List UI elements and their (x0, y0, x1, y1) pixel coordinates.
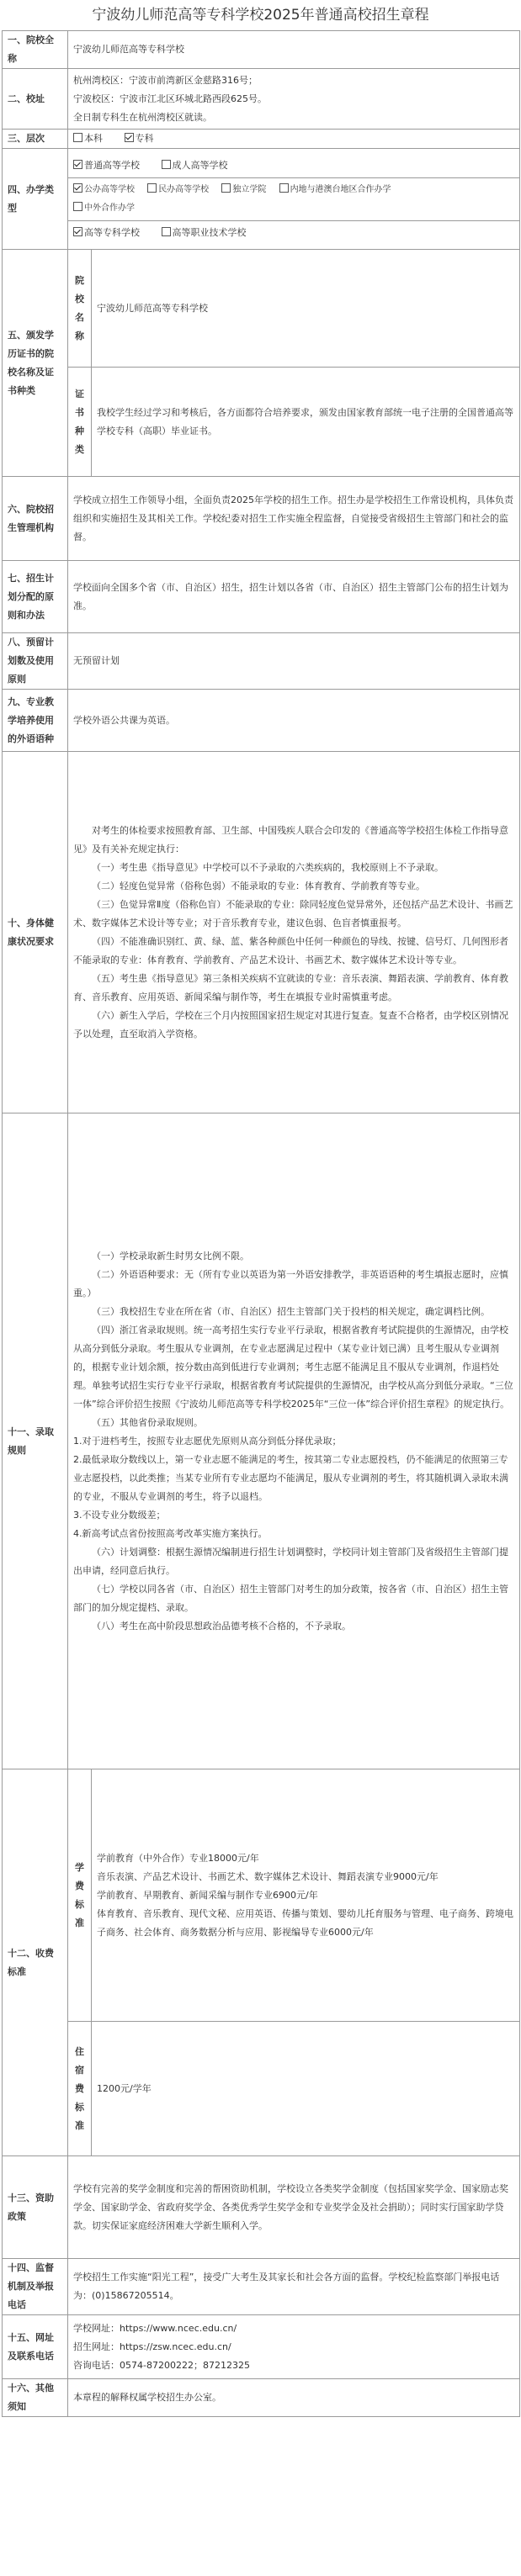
row-school-name (3, 31, 520, 69)
value-health (68, 752, 520, 1113)
option-independent: 独立学院 (221, 181, 266, 199)
row-financial-aid (3, 2156, 520, 2259)
rule-item: （六）计划调整：根据生源情况编制进行招生计划调整时，学校同计划主管部门及省级招生主管部门提出申请，经同意后执行。 (73, 1546, 508, 1576)
label-financial-aid: 十三、资助政策 (3, 2156, 68, 2259)
label-plan-allocation: 七、招生计划分配的原则和办法 (3, 561, 68, 633)
row-foreign-language (3, 690, 520, 752)
value-school-type (68, 149, 520, 250)
label-tuition: 学费标准 (68, 1769, 92, 2022)
page-title: 宁波幼儿师范高等专科学校2025年普通高校招生章程 (92, 7, 429, 24)
rule-item: （二）外语语种要求：无（所有专业以英语为第一外语安排教学，非英语语种的考生填报志愿时，应慎重。） (73, 1268, 508, 1299)
tuition-line: 学前教育（中外合作）专业18000元/年 (97, 1852, 259, 1864)
health-item: （五）考生患《指导意见》第三条相关疾病不宜就读的专业：音乐表演、舞蹈表演、学前教育、体育教育、音乐教育、应用英语、新闻采编与制作等，考生在填报专业时需慎重考虑。 (73, 972, 508, 1002)
label-admission-rules: 十一、录取规则 (3, 1113, 68, 1769)
checkbox-icon (279, 183, 289, 193)
row-reserved-plan (3, 633, 520, 690)
value-reserved-plan: 无预留计划 (68, 633, 520, 690)
row-level (3, 130, 520, 149)
label-address: 二、校址 (3, 69, 68, 130)
row-certificate-type (3, 368, 520, 477)
checkbox-icon (162, 160, 171, 169)
rule-item: （五）其他省份录取规则。 (92, 1416, 203, 1428)
value-address (68, 69, 520, 130)
address-line: 全日制专科生在杭州湾校区就读。 (73, 111, 212, 123)
tuition-line: 音乐表演、产品艺术设计、书画艺术、数字媒体艺术设计、舞蹈表演专业9000元/年 (97, 1870, 439, 1882)
address-line: 宁波校区：宁波市江北区环城北路西段625号。 (73, 93, 267, 104)
rule-item: （八）考生在高中阶段思想政治品德考核不合格的，不予录取。 (92, 1620, 351, 1632)
label-foreign-language: 九、专业教学培养使用的外语语种 (3, 690, 68, 752)
checkbox-icon (221, 183, 231, 193)
row-certificate-issuer (3, 250, 520, 368)
value-supervision: 学校招生工作实施“阳光工程”，接受广大考生及其家长和社会各方面的监督。学校纪检监察部门举报电话为：(0)15867205514。 (68, 2259, 520, 2315)
label-reserved-plan: 八、预留计划数及使用原则 (3, 633, 68, 690)
checkbox-checked-icon (73, 160, 82, 169)
rule-subitem: 2.最低录取分数线以上，第一专业志愿不能满足的考生，按其第二专业志愿投档，仍不能满足的依照第三专业志愿投档，以此类推；当某专业所有专业志愿均不能满足，服从专业调剂的考生，将其随机调入录取未满的专业，不服从专业调剂的考生，将予以退档。 (73, 1453, 508, 1502)
value-foreign-language: 学校外语公共课为英语。 (68, 690, 520, 752)
value-issuer-name: 宁波幼儿师范高等专科学校 (92, 250, 520, 368)
tuition-line: 体育教育、音乐教育、现代文秘、应用英语、传播与策划、婴幼儿托育服务与管理、电子商务、跨境电子商务、社会体育、商务数据分析与应用、影视编导专业6000元/年 (97, 1907, 513, 1938)
school-website-link[interactable]: 学校网址：https://www.ncec.edu.cn/ (73, 2322, 237, 2334)
option-public: 公办高等学校 (73, 181, 135, 199)
value-level (68, 130, 520, 149)
label-health: 十、身体健康状况要求 (3, 752, 68, 1113)
value-admission-office: 学校成立招生工作领导小组，全面负责2025年学校的招生工作。招生办是学校招生工作常设机构，具体负责组织和实施招生及其相关工作。学校纪委对招生工作实施全程监督，自觉接受省级招生主管部门和社会的监督。 (68, 477, 520, 561)
rule-item: （一）学校录取新生时男女比例不限。 (92, 1250, 249, 1262)
label-issuer-name: 院校名称 (68, 250, 92, 368)
rule-item: （三）我校招生专业在所在省（市、自治区）招生主管部门关于投档的相关规定，确定调档比例。 (92, 1305, 490, 1317)
option-junior-college-type: 高等专科学校 (73, 224, 140, 242)
health-item: （四）不能准确识别红、黄、绿、蓝、紫各种颜色中任何一种颜色的导线、按键、信号灯、几何图形者不能录取的专业：体育教育、学前教育、产品艺术设计、书画艺术、数字媒体艺术设计等专业。 (73, 935, 508, 965)
health-item: （三）色觉异常Ⅱ度（俗称色盲）不能录取的专业：除同轻度色觉异常外，还包括产品艺术设计、书画艺术、数字媒体艺术设计等专业；对于音乐教育专业，建议色弱、色盲者慎重报考。 (73, 898, 513, 928)
option-regular-hei: 普通高等学校 (73, 156, 140, 175)
value-contact (68, 2315, 520, 2379)
row-school-type (3, 149, 520, 250)
label-certificate: 五、颁发学历证书的院校名称及证书种类 (3, 250, 68, 477)
value-school-name: 宁波幼儿师范高等专科学校 (68, 31, 520, 69)
option-hk-macao-tw: 内地与港澳台地区合作办学 (279, 181, 391, 199)
label-other-notes: 十六、其他须知 (3, 2379, 68, 2417)
value-other-notes: 本章程的解释权属学校招生办公室。 (68, 2379, 520, 2417)
option-undergraduate: 本科 (73, 130, 103, 148)
option-private: 民办高等学校 (147, 181, 209, 199)
tuition-line: 学前教育、早期教育、新闻采编与制作专业6900元/年 (97, 1889, 318, 1901)
option-adult-hei: 成人高等学校 (162, 156, 228, 175)
health-item: （一）考生患《指导意见》中学校可以不予录取的六类疾病的，我校原则上不予录取。 (92, 861, 444, 873)
row-supervision (3, 2259, 520, 2315)
rule-subitem: 3.不设专业分数级差； (73, 1509, 166, 1521)
checkbox-icon (73, 133, 82, 142)
rule-item: （七）学校以同各省（市、自治区）招生主管部门对考生的加分政策，按各省（市、自治区）招生主管部门的加分规定提档、录取。 (73, 1583, 508, 1613)
label-contact: 十五、网址及联系电话 (3, 2315, 68, 2379)
address-line: 杭州湾校区：宁波市前湾新区金慈路316号； (73, 74, 258, 86)
option-junior-college: 专科 (125, 130, 154, 148)
value-financial-aid: 学校有完善的奖学金制度和完善的帮困资助机制，学校设立各类奖学金制度（包括国家奖学金、国家励志奖学金、国家助学金、省政府奖学金、各类优秀学生奖学金和专业奖学金及社会捐助）；同时实行国家助学贷款。切实保证家庭经济困难大学新生顺利入学。 (68, 2156, 520, 2259)
value-dorm: 1200元/学年 (92, 2022, 520, 2156)
row-dorm (3, 2022, 520, 2156)
option-sino-foreign: 中外合作办学 (73, 199, 135, 218)
checkbox-icon (73, 202, 82, 211)
checkbox-icon (162, 227, 171, 236)
label-fees: 十二、收费标准 (3, 1769, 68, 2156)
row-health (3, 752, 520, 1113)
charter-table (2, 30, 520, 2417)
value-certificate-type: 我校学生经过学习和考核后，各方面都符合培养要求，颁发由国家教育部统一电子注册的全国普通高等学校专科（高职）毕业证书。 (92, 368, 520, 477)
row-tuition (3, 1769, 520, 2022)
row-admission-office (3, 477, 520, 561)
checkbox-checked-icon (73, 183, 82, 193)
option-vocational: 高等职业技术学校 (162, 224, 247, 242)
value-admission-rules (68, 1113, 520, 1769)
label-dorm: 住宿费标准 (68, 2022, 92, 2156)
label-level: 三、层次 (3, 130, 68, 149)
health-item: （六）新生入学后，学校在三个月内按照国家招生规定对其进行复查。复查不合格者，由学校区别情况予以处理，直至取消入学资格。 (73, 1009, 508, 1039)
row-contact (3, 2315, 520, 2379)
checkbox-icon (147, 183, 157, 193)
rule-item: （四）浙江省录取规则。统一高考招生实行专业平行录取，根据省教育考试院提供的生源情况，由学校从高分到低分录取。考生服从专业调剂，在专业志愿满足过程中（某专业计划已满）且考生服从专业调剂的，根据专业计划余额，按分数由高到低进行专业调剂；考生志愿不能满足且不服从专业调剂，作退档处理。单独考试招生实行专业平行录取，根据省教育考试院提供的生源情况，由学校从高分到低分录取。“三位一体”综合评价招生按照《宁波幼儿师范高等专科学校2025年“三位一体”综合评价招生章程》的规定执行。 (73, 1324, 513, 1410)
rule-subitem: 1.对于进档考生，按照专业志愿优先原则从高分到低分择优录取； (73, 1435, 342, 1447)
value-tuition (92, 1769, 520, 2022)
checkbox-checked-icon (73, 227, 82, 236)
health-intro: 对考生的体检要求按照教育部、卫生部、中国残疾人联合会印发的《普通高等学校招生体检工作指导意见》及有关补充规定执行： (73, 824, 508, 854)
consult-phone: 咨询电话：0574-87200222；87212325 (73, 2359, 250, 2371)
checkbox-checked-icon (125, 133, 134, 142)
label-supervision: 十四、监督机制及举报电话 (3, 2259, 68, 2315)
label-school-type: 四、办学类型 (3, 149, 68, 250)
row-admission-rules (3, 1113, 520, 1769)
rule-subitem: 4.新高考试点省份按照高考改革实施方案执行。 (73, 1527, 268, 1539)
health-item: （二）轻度色觉异常（俗称色弱）不能录取的专业：体育教育、学前教育等专业。 (92, 880, 425, 891)
admission-website-link[interactable]: 招生网址：https://zsw.ncec.edu.cn/ (73, 2341, 231, 2352)
label-admission-office: 六、院校招生管理机构 (3, 477, 68, 561)
value-plan-allocation: 学校面向全国多个省（市、自治区）招生，招生计划以各省（市、自治区）招生主管部门公布的招生计划为准。 (68, 561, 520, 633)
row-plan-allocation (3, 561, 520, 633)
row-address (3, 69, 520, 130)
row-other-notes (3, 2379, 520, 2417)
label-school-name: 一、院校全称 (3, 31, 68, 69)
label-certificate-type: 证书种类 (68, 368, 92, 477)
